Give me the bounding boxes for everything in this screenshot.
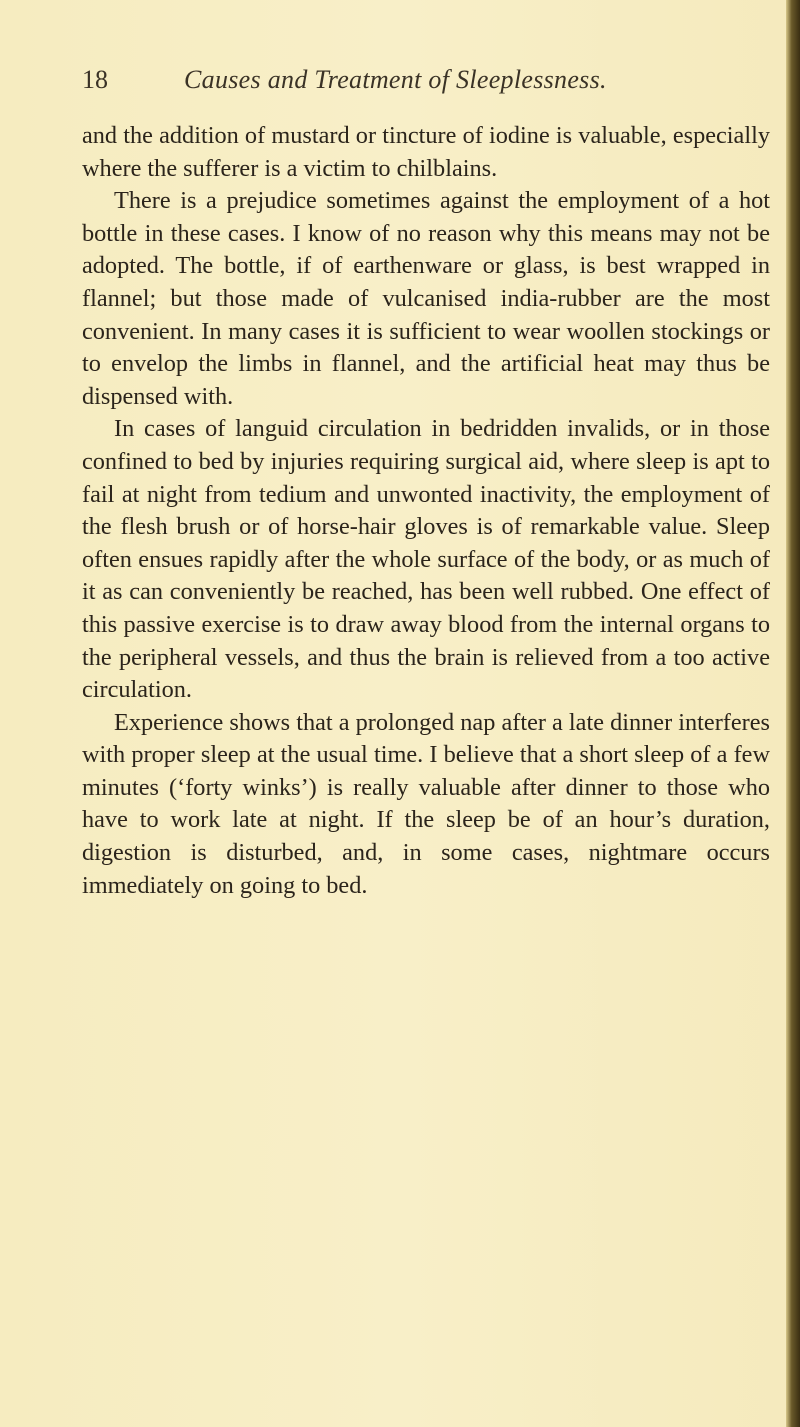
page-binding-edge <box>786 0 800 1427</box>
page-number: 18 <box>82 65 108 94</box>
paragraph-continuation: and the addition of mustard or tincture of iodine is valuable, especially where the sufferer is a victim to chilblains. <box>82 122 770 182</box>
body-text <box>82 120 770 902</box>
paragraph-hot-bottle: There is a prejudice sometimes against the employment of a hot bottle in these cases. I know of no reason why this means may not be adopted. The bottle, if of earthenware or glass, is best wrapped in flannel; but those made of vulcanised india-rubber are the most convenient. In many cases it is sufficient to wear woollen stockings or to envelop the limbs in flannel, and the artificial heat may thus be dispensed with. <box>82 187 770 410</box>
paragraph-flesh-brush: In cases of languid circulation in bedridden invalids, or in those confined to bed by injuries requiring surgical aid, where sleep is apt to fail at night from tedium and unwonted inactivity, the employment of the flesh brush or of horse-hair gloves is of remarkable value. Sleep often ensues rapidly after the whole surface of the body, or as much of it as can conveniently be reached, has been well rubbed. One effect of this passive exercise is to draw away blood from the internal organs to the peripheral vessels, and thus the brain is relieved from a too active circulation. <box>82 415 770 704</box>
running-head-title: Causes and Treatment of Sleeplessness. <box>184 65 607 94</box>
running-head <box>82 60 772 100</box>
paragraph-nap-after-dinner: Experience shows that a prolonged nap after a late dinner interferes with proper sleep at the usual time. I believe that a short sleep of a few minutes (‘forty winks’) is really valuable after dinner to those who have to work late at night. If the sleep be of an hour’s duration, digestion is disturbed, and, in some cases, nightmare occurs immediately on going to bed. <box>82 708 770 899</box>
